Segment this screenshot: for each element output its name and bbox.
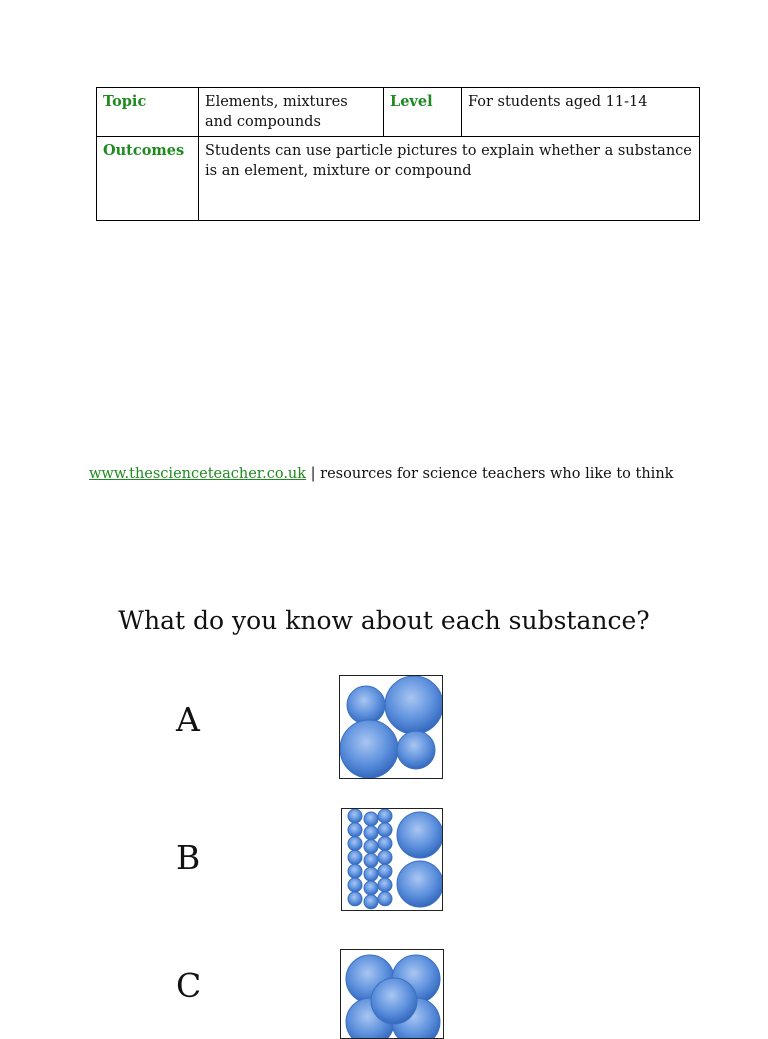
question-heading: What do you know about each substance? — [118, 606, 650, 635]
website-link[interactable]: www.thescienceteacher.co.uk — [89, 466, 307, 482]
small-particle — [364, 853, 378, 867]
small-particle — [378, 850, 392, 864]
small-particle — [348, 864, 362, 878]
small-particle — [364, 867, 378, 881]
footer-tagline: | resources for science teachers who like to think — [306, 466, 674, 482]
topic-value: Elements, mixtures and compounds — [199, 88, 384, 137]
substance-a-picture — [339, 675, 443, 779]
table-row — [97, 137, 700, 221]
substance-a-letter: A — [176, 700, 200, 739]
small-particle — [348, 823, 362, 837]
topic-label: Topic — [97, 88, 199, 137]
substance-c-picture — [340, 949, 444, 1039]
outcomes-label: Outcomes — [97, 137, 199, 221]
substance-b-particles — [342, 809, 442, 910]
small-particle — [348, 850, 362, 864]
substance-b-picture — [341, 808, 443, 911]
footer-line — [89, 466, 673, 482]
small-particle — [378, 809, 392, 823]
substance-c-letter: C — [176, 966, 202, 1005]
small-particle — [378, 837, 392, 851]
small-particle — [364, 826, 378, 840]
level-value: For students aged 11-14 — [462, 88, 700, 137]
level-label: Level — [384, 88, 462, 137]
small-particle — [348, 878, 362, 892]
outcomes-value: Students can use particle pictures to explain whether a substance is an element, mixture or compound — [199, 137, 700, 221]
small-particle — [364, 812, 378, 826]
small-particle — [348, 837, 362, 851]
substance-b-letter: B — [176, 838, 201, 877]
small-particle — [348, 809, 362, 823]
small-particle — [348, 892, 362, 906]
small-particle — [378, 892, 392, 906]
small-particle — [378, 878, 392, 892]
small-particle — [378, 823, 392, 837]
lesson-info-table — [96, 87, 700, 221]
table-row — [97, 88, 700, 137]
small-particle — [364, 895, 378, 909]
substance-c-particles — [341, 950, 443, 1038]
small-particle — [378, 864, 392, 878]
substance-a-particles — [340, 676, 442, 778]
small-particle — [364, 840, 378, 854]
small-particle — [364, 881, 378, 895]
